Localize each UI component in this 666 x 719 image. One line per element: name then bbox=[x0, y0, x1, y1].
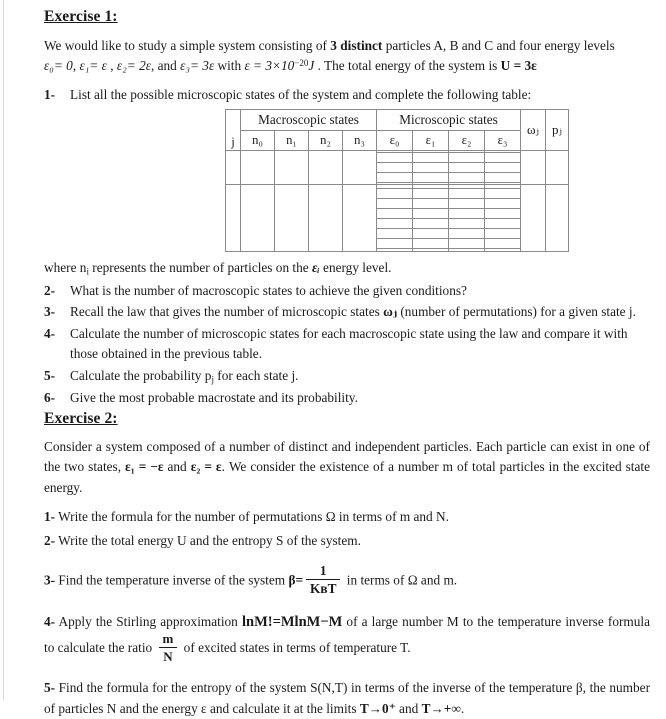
intro-bold-distinct: 3 distinct bbox=[330, 38, 383, 53]
microscopic-state-cell[interactable] bbox=[377, 228, 413, 238]
ratio-fraction bbox=[159, 632, 178, 664]
exercise-2-question-3 bbox=[44, 565, 650, 598]
macro-state-cell[interactable] bbox=[275, 151, 309, 185]
exercise-2-and-word: and bbox=[163, 459, 191, 475]
energy-level-2-value: = 2ε bbox=[126, 58, 151, 74]
exercise-2-question-2 bbox=[44, 531, 650, 552]
macro-state-cell[interactable] bbox=[343, 151, 377, 185]
microscopic-state-cell-group bbox=[377, 185, 413, 252]
microscopic-state-cell[interactable] bbox=[485, 163, 521, 173]
table-row[interactable] bbox=[226, 151, 569, 185]
microscopic-state-cell[interactable] bbox=[413, 228, 449, 238]
exercise-2-intro bbox=[44, 437, 650, 498]
microscopic-state-cell-group bbox=[485, 185, 521, 252]
microscopic-subrow[interactable] bbox=[377, 163, 413, 173]
epsilon-definition-unit: J bbox=[308, 58, 315, 74]
microscopic-state-cell-group bbox=[449, 151, 485, 185]
microscopic-subrow[interactable] bbox=[413, 153, 449, 163]
states-table-column-header-row bbox=[226, 131, 569, 151]
microscopic-states-table bbox=[225, 109, 569, 252]
header-omega-j: ωⱼ bbox=[521, 110, 546, 151]
microscopic-state-cell[interactable] bbox=[449, 198, 485, 208]
microscopic-subrow[interactable] bbox=[449, 228, 485, 238]
table-note-epsilon-i: εᵢ bbox=[312, 260, 320, 276]
microscopic-state-cell[interactable] bbox=[449, 218, 485, 228]
header-n1: n₁ bbox=[275, 131, 309, 151]
exercise-2-question-5-marker: 5- bbox=[44, 680, 56, 696]
exercise-2-question-4-text-a: Apply the Stirling approximation bbox=[55, 613, 242, 629]
table-note-part2: represents the number of particles on the bbox=[88, 260, 312, 276]
microscopic-subrow[interactable] bbox=[377, 238, 413, 248]
exercise-2-state-2: ε₂ = ε bbox=[190, 459, 222, 475]
microscopic-state-cell[interactable] bbox=[485, 198, 521, 208]
question-1-marker: 1- bbox=[44, 87, 56, 103]
microscopic-state-cell[interactable] bbox=[413, 208, 449, 218]
question-5 bbox=[44, 366, 650, 386]
microscopic-state-cell[interactable] bbox=[485, 228, 521, 238]
exercise-1-title: Exercise 1: bbox=[44, 8, 118, 25]
question-4-marker: 4- bbox=[44, 326, 56, 342]
microscopic-state-cell[interactable] bbox=[413, 198, 449, 208]
energy-level-3-symbol: ε₃ bbox=[180, 58, 190, 74]
epsilon-definition-base: ε = 3×10 bbox=[244, 58, 295, 74]
microscopic-state-cell-group bbox=[413, 185, 449, 252]
microscopic-subrow[interactable] bbox=[413, 173, 449, 183]
microscopic-state-cell[interactable] bbox=[377, 188, 413, 198]
exercise-1-questions-list bbox=[44, 281, 650, 409]
omega-value-cell[interactable] bbox=[521, 151, 546, 185]
beta-fraction bbox=[306, 564, 340, 597]
energy-level-1-value: = ε bbox=[89, 58, 107, 74]
exercise-2-question-3-marker: 3- bbox=[44, 572, 56, 588]
microscopic-subrow[interactable] bbox=[413, 238, 449, 248]
exercise-2-question-3-text-b: in terms of Ω and m. bbox=[343, 572, 458, 588]
microscopic-subrow[interactable] bbox=[449, 198, 485, 208]
epsilon-definition-exponent: −20 bbox=[294, 58, 309, 69]
exercise-2-intro-part-a: Consider a system composed of a number of distinct and independent particles. Each particle can exist in one of the two states, bbox=[44, 439, 650, 475]
macro-state-cell[interactable] bbox=[226, 151, 241, 185]
exercise-2-question-5-and: and bbox=[395, 700, 422, 716]
microscopic-subrow-table bbox=[448, 152, 485, 183]
table-note-part1: where n bbox=[44, 260, 87, 276]
microscopic-subrow[interactable] bbox=[377, 228, 413, 238]
microscopic-subrow-table bbox=[484, 188, 521, 249]
microscopic-subrow-table bbox=[376, 152, 413, 183]
states-table-group-header-row bbox=[226, 110, 569, 131]
omega-value-cell[interactable] bbox=[521, 185, 546, 252]
macro-state-cell[interactable] bbox=[309, 151, 343, 185]
question-3-text-a: Recall the law that gives the number of microscopic states bbox=[70, 304, 384, 320]
microscopic-state-cell[interactable] bbox=[377, 173, 413, 183]
microscopic-state-cell[interactable] bbox=[377, 208, 413, 218]
header-epsilon0: ε₀ bbox=[377, 131, 413, 151]
microscopic-state-cell[interactable] bbox=[485, 188, 521, 198]
microscopic-subrow[interactable] bbox=[449, 218, 485, 228]
microscopic-subrow[interactable] bbox=[377, 173, 413, 183]
question-5-subscript: j bbox=[211, 374, 214, 385]
energy-level-0-value: = 0 bbox=[53, 58, 73, 74]
microscopic-subrow[interactable] bbox=[449, 153, 485, 163]
microscopic-state-cell[interactable] bbox=[485, 208, 521, 218]
beta-fraction-numerator: 1 bbox=[306, 564, 340, 580]
intro-text-part2: particles A, B and C and four energy levels bbox=[382, 38, 615, 53]
microscopic-subrow[interactable] bbox=[413, 218, 449, 228]
question-5-marker: 5- bbox=[44, 368, 56, 384]
stirling-approximation-formula: lnM!=MlnM−M bbox=[241, 613, 343, 630]
energy-level-3-value: = 3ε bbox=[190, 58, 215, 74]
beta-fraction-denominator: KʙT bbox=[310, 581, 337, 597]
microscopic-subrow[interactable] bbox=[485, 163, 521, 173]
header-epsilon3: ε₃ bbox=[485, 131, 521, 151]
header-p-j: pⱼ bbox=[546, 110, 569, 151]
header-epsilon1: ε₁ bbox=[413, 131, 449, 151]
microscopic-state-cell[interactable] bbox=[485, 218, 521, 228]
microscopic-state-cell[interactable] bbox=[449, 238, 485, 248]
header-n2: n₂ bbox=[309, 131, 343, 151]
sep-comma-1: , bbox=[72, 58, 80, 74]
microscopic-state-cell[interactable] bbox=[413, 188, 449, 198]
macro-state-cell[interactable] bbox=[343, 185, 377, 252]
limit-infinity: T→+∞ bbox=[421, 700, 461, 716]
macro-state-cell[interactable] bbox=[241, 185, 275, 252]
page-edge-rule bbox=[3, 0, 4, 700]
and-word-1: , and bbox=[150, 58, 181, 74]
microscopic-state-cell[interactable] bbox=[377, 198, 413, 208]
question-2-text: What is the number of macroscopic states to achieve the given conditions? bbox=[70, 282, 467, 298]
table-note-part3: energy level. bbox=[319, 260, 392, 276]
microscopic-subrow[interactable] bbox=[449, 163, 485, 173]
question-5-text-b: for each state j. bbox=[213, 368, 299, 384]
limit-zero-plus: T→0⁺ bbox=[359, 700, 396, 716]
exercise-2-question-1 bbox=[44, 507, 650, 528]
microscopic-subrow[interactable] bbox=[377, 188, 413, 198]
microscopic-state-cell[interactable] bbox=[413, 153, 449, 163]
microscopic-state-cell[interactable] bbox=[377, 238, 413, 248]
microscopic-subrow[interactable] bbox=[413, 228, 449, 238]
header-j: j bbox=[231, 135, 235, 150]
microscopic-subrow[interactable] bbox=[413, 198, 449, 208]
microscopic-subrow[interactable] bbox=[485, 238, 521, 248]
question-3 bbox=[44, 302, 650, 322]
microscopic-subrow[interactable] bbox=[485, 208, 521, 218]
exercise-2-question-2-text: Write the total energy U and the entropy S of the system. bbox=[55, 533, 361, 549]
states-table-container bbox=[44, 109, 650, 252]
microscopic-subrow[interactable] bbox=[449, 238, 485, 248]
microscopic-state-cell[interactable] bbox=[485, 173, 521, 183]
question-3-marker: 3- bbox=[44, 304, 56, 320]
exercise-2-question-5 bbox=[44, 678, 650, 719]
question-5-text-a: Calculate the probability p bbox=[70, 368, 212, 384]
microscopic-subrow[interactable] bbox=[377, 208, 413, 218]
question-1 bbox=[44, 85, 650, 105]
exercise-2-title: Exercise 2: bbox=[44, 410, 118, 428]
header-blank-corner bbox=[226, 110, 241, 151]
microscopic-state-cell[interactable] bbox=[449, 163, 485, 173]
table-note-subscript: i bbox=[86, 266, 89, 277]
microscopic-state-cell[interactable] bbox=[377, 218, 413, 228]
microscopic-state-cell[interactable] bbox=[449, 228, 485, 238]
exercise-1-question-1-list bbox=[44, 85, 650, 105]
exercise-2-question-3-text-a: Find the temperature inverse of the system bbox=[55, 572, 289, 588]
states-table-body bbox=[226, 151, 569, 252]
microscopic-state-cell[interactable] bbox=[485, 238, 521, 248]
probability-value-cell[interactable] bbox=[546, 151, 569, 185]
microscopic-subrow[interactable] bbox=[449, 208, 485, 218]
probability-value-cell[interactable] bbox=[546, 185, 569, 252]
microscopic-subrow[interactable] bbox=[485, 153, 521, 163]
microscopic-state-cell-group bbox=[485, 151, 521, 185]
microscopic-state-cell[interactable] bbox=[413, 173, 449, 183]
question-6-text: Give the most probable macrostate and its probability. bbox=[70, 390, 358, 406]
header-n0: n₀ bbox=[241, 131, 275, 151]
microscopic-subrow-table bbox=[412, 188, 449, 249]
exercise-2-question-4-text-c: of excited states in terms of temperature T. bbox=[180, 640, 411, 656]
microscopic-state-cell[interactable] bbox=[413, 218, 449, 228]
microscopic-state-cell[interactable] bbox=[449, 173, 485, 183]
macro-state-cell[interactable] bbox=[226, 185, 241, 252]
header-group-macroscopic: Macroscopic states bbox=[241, 110, 377, 131]
microscopic-state-cell[interactable] bbox=[377, 163, 413, 173]
microscopic-subrow-table bbox=[376, 188, 413, 249]
total-energy-value: U = 3ε bbox=[500, 58, 537, 74]
energy-level-1-symbol: ε₁ bbox=[79, 58, 90, 74]
microscopic-subrow[interactable] bbox=[449, 173, 485, 183]
exercise-2-question-2-marker: 2- bbox=[44, 533, 56, 549]
microscopic-subrow[interactable] bbox=[413, 163, 449, 173]
microscopic-state-cell[interactable] bbox=[449, 188, 485, 198]
exercise-2-question-1-text: Write the formula for the number of permutations Ω in terms of m and N. bbox=[55, 508, 449, 524]
question-2-marker: 2- bbox=[44, 282, 56, 298]
question-2 bbox=[44, 281, 650, 301]
exercise-2-intro-part-b: . We consider the existence of a number m of total particles in the excited state energy. bbox=[44, 459, 650, 495]
macro-state-cell[interactable] bbox=[309, 185, 343, 252]
sep-comma-2: , bbox=[106, 58, 117, 74]
microscopic-subrow[interactable] bbox=[449, 188, 485, 198]
table-note bbox=[44, 258, 650, 278]
exercise-2-question-4-marker: 4- bbox=[44, 613, 56, 629]
microscopic-state-cell[interactable] bbox=[377, 153, 413, 163]
question-6-marker: 6- bbox=[44, 390, 56, 406]
header-group-microscopic: Microscopic states bbox=[377, 110, 521, 131]
macro-state-cell[interactable] bbox=[241, 151, 275, 185]
ratio-fraction-numerator: m bbox=[159, 632, 178, 648]
microscopic-state-cell[interactable] bbox=[485, 153, 521, 163]
exercise-2-question-4 bbox=[44, 611, 650, 666]
microscopic-subrow[interactable] bbox=[485, 188, 521, 198]
microscopic-state-cell[interactable] bbox=[413, 163, 449, 173]
total-energy-lead-text: . The total energy of the system is bbox=[314, 58, 501, 74]
header-n3: n₃ bbox=[343, 131, 377, 151]
microscopic-state-cell-group bbox=[413, 151, 449, 185]
microscopic-state-cell[interactable] bbox=[449, 208, 485, 218]
question-4-text: Calculate the number of microscopic states for each macroscopic state using the law and compare it with those obtained in the previous table. bbox=[70, 326, 628, 362]
microscopic-state-cell-group bbox=[377, 151, 413, 185]
microscopic-subrow[interactable] bbox=[485, 218, 521, 228]
exercise-2-question-1-marker: 1- bbox=[44, 508, 56, 524]
microscopic-subrow[interactable] bbox=[485, 198, 521, 208]
question-3-omega-symbol: ωⱼ bbox=[383, 304, 398, 320]
microscopic-subrow-table bbox=[448, 188, 485, 249]
states-table-head bbox=[226, 110, 569, 151]
microscopic-subrow[interactable] bbox=[377, 198, 413, 208]
energy-level-0-symbol: ε₀ bbox=[44, 58, 54, 74]
intro-text-part1: We would like to study a simple system consisting of bbox=[44, 38, 331, 53]
ratio-fraction-denominator: N bbox=[163, 649, 173, 665]
question-1-text: List all the possible microscopic states of the system and complete the following table: bbox=[70, 87, 532, 103]
microscopic-subrow[interactable] bbox=[485, 173, 521, 183]
table-row[interactable] bbox=[226, 185, 569, 252]
exercise-1-intro bbox=[44, 36, 650, 76]
question-4 bbox=[44, 324, 650, 364]
microscopic-state-cell[interactable] bbox=[413, 238, 449, 248]
microscopic-subrow-table bbox=[412, 152, 449, 183]
microscopic-subrow[interactable] bbox=[377, 218, 413, 228]
microscopic-subrow[interactable] bbox=[413, 208, 449, 218]
with-word: with bbox=[214, 58, 245, 74]
energy-level-2-symbol: ε₂ bbox=[116, 58, 127, 74]
exercise-2-state-1: ε₁ = −ε bbox=[125, 459, 164, 475]
microscopic-state-cell[interactable] bbox=[449, 153, 485, 163]
microscopic-subrow[interactable] bbox=[377, 153, 413, 163]
exercise-2-question-5-text-a: Find the formula for the entropy of the system S(N,T) in terms of the inverse of the temperature β, the number of particles N and the energy ε and calculate it at the limits bbox=[44, 680, 650, 716]
exercise-2-question-5-text-b: . bbox=[460, 700, 465, 716]
exercise-2-question-4-text-b: of a large number M to the temperature inverse formula to calculate the ratio bbox=[44, 613, 650, 656]
header-epsilon2: ε₂ bbox=[449, 131, 485, 151]
microscopic-state-cell-group bbox=[449, 185, 485, 252]
question-3-text-b: (number of permutations) for a given state j. bbox=[397, 304, 636, 320]
microscopic-subrow[interactable] bbox=[485, 228, 521, 238]
microscopic-subrow[interactable] bbox=[413, 188, 449, 198]
question-6 bbox=[44, 388, 650, 408]
macro-state-cell[interactable] bbox=[275, 185, 309, 252]
beta-symbol: β= bbox=[288, 572, 304, 588]
microscopic-subrow-table bbox=[484, 152, 521, 183]
